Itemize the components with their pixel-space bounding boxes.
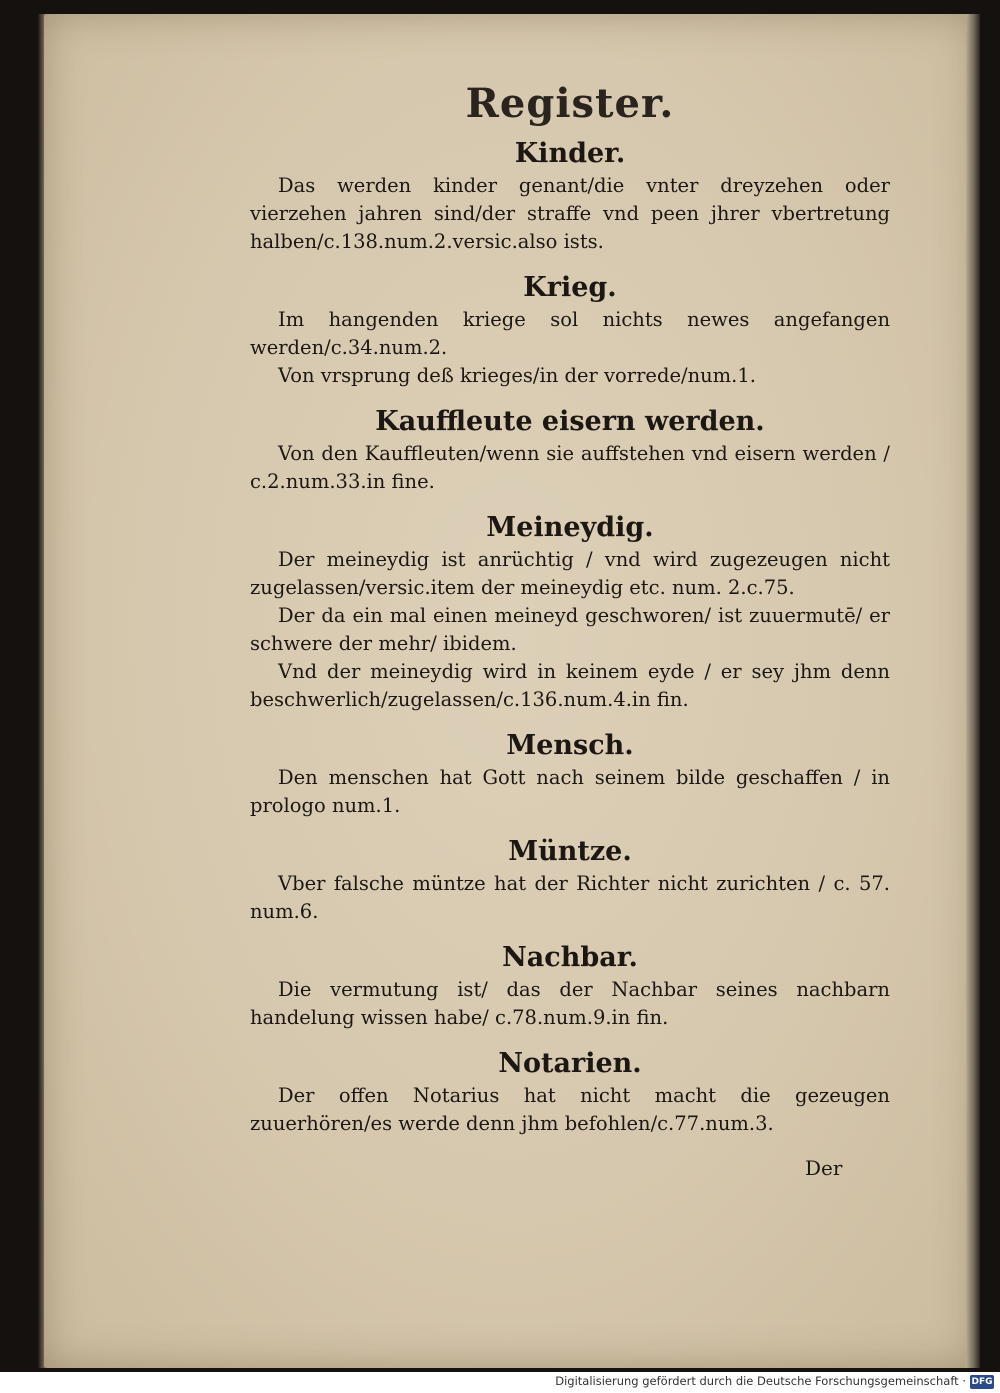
register-entry-meineydig <box>250 510 890 714</box>
catchword: Der <box>805 1156 843 1180</box>
entry-text: Von vrsprung deß krieges/in der vorrede/num.1. <box>278 364 756 387</box>
footer-bar <box>0 1372 1000 1393</box>
register-entry-notarien <box>250 1046 890 1138</box>
entry-text: Von den Kauffleuten/wenn sie auffstehen vnd eisern werden / c.2.num.33.in fine. <box>250 442 890 493</box>
entry-text: Den menschen hat Gott nach seinem bilde geschaffen / in prologo num.1. <box>250 766 890 817</box>
register-entry-mensch <box>250 728 890 820</box>
entry-heading: Krieg. <box>523 272 617 303</box>
register-entry-krieg <box>250 270 890 390</box>
register-entry-kinder <box>250 136 890 256</box>
dfg-logo-icon: DFG <box>971 1377 993 1387</box>
entry-text: Der da ein mal einen meineyd geschworen/ ist zuuermutē/ er schwere der mehr/ ibidem. <box>250 604 890 655</box>
running-header: Register. <box>465 80 675 127</box>
register-entry-kauffleute <box>250 404 890 496</box>
entry-text: Vnd der meineydig wird in keinem eyde / er sey jhm denn beschwerlich/zugelassen/c.136.num.4.in fin. <box>250 660 890 711</box>
entry-text: Vber falsche müntze hat der Richter nicht zurichten / c. 57. num.6. <box>250 872 890 923</box>
entry-text: Der meineydig ist anrüchtig / vnd wird zugezeugen nicht zugelassen/versic.item der meineydig etc. num. 2.c.75. <box>250 548 890 599</box>
entry-text: Die vermutung ist/ das der Nachbar seines nachbarn handelung wissen habe/ c.78.num.9.in fin. <box>250 978 890 1029</box>
entry-heading: Kinder. <box>514 138 626 169</box>
entry-heading: Müntze. <box>508 836 632 867</box>
page-content <box>250 78 890 1152</box>
entry-text: Im hangenden kriege sol nichts newes angefangen werden/c.34.num.2. <box>250 308 890 359</box>
entry-text: Das werden kinder genant/die vnter dreyzehen oder vierzehen jahren sind/der straffe vnd peen jhrer vbertretung halben/c.138.num.2.versic.also ists. <box>250 174 890 253</box>
page-edge-right <box>966 14 980 1368</box>
entry-heading: Meineydig. <box>486 512 654 543</box>
entry-heading: Notarien. <box>498 1048 642 1079</box>
entry-heading: Nachbar. <box>502 942 638 973</box>
funding-notice: Digitalisierung gefördert durch die Deutsche Forschungsgemeinschaft · <box>555 1374 966 1388</box>
entry-heading: Mensch. <box>506 730 634 761</box>
register-entry-muentze <box>250 834 890 926</box>
entry-text: Der offen Notarius hat nicht macht die gezeugen zuuerhören/es werde denn jhm befohlen/c.77.num.3. <box>250 1084 890 1135</box>
register-entry-nachbar <box>250 940 890 1032</box>
entry-heading: Kauffleute eisern werden. <box>375 406 765 437</box>
